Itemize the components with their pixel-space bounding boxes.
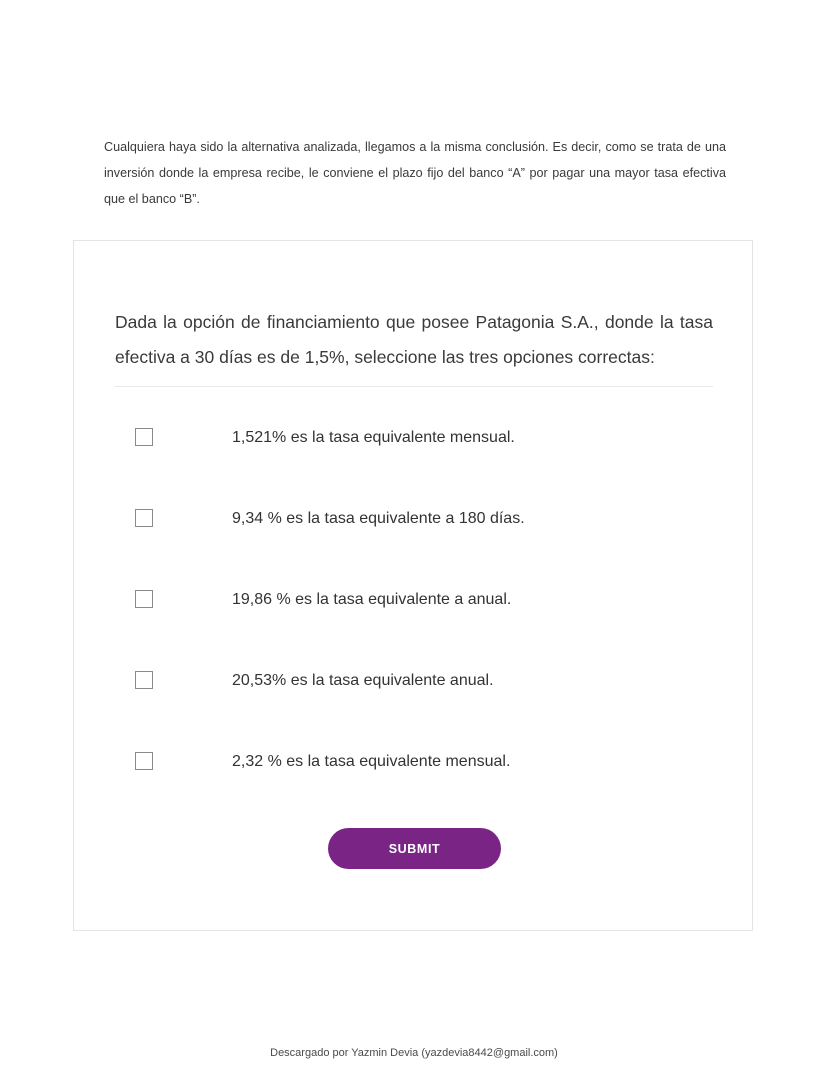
quiz-question: Dada la opción de financiamiento que posee Patagonia S.A., donde la tasa efectiva a 30 días es de 1,5%, seleccione las tres opciones correctas:	[115, 312, 713, 367]
option-5[interactable]	[135, 751, 695, 773]
checkbox[interactable]	[135, 509, 153, 527]
option-4[interactable]	[135, 670, 695, 692]
download-footer: Descargado por Yazmin Devia (yazdevia8442@gmail.com)	[270, 1047, 558, 1059]
checkbox[interactable]	[135, 428, 153, 446]
divider	[115, 386, 713, 387]
option-2[interactable]	[135, 508, 695, 530]
option-label: 9,34 % es la tasa equivalente a 180 días.	[232, 510, 525, 527]
checkbox[interactable]	[135, 590, 153, 608]
option-1[interactable]	[135, 427, 695, 449]
quiz-card	[73, 240, 753, 931]
checkbox[interactable]	[135, 671, 153, 689]
option-3[interactable]	[135, 589, 695, 611]
option-label: 20,53% es la tasa equivalente anual.	[232, 672, 494, 689]
option-label: 19,86 % es la tasa equivalente a anual.	[232, 591, 512, 608]
option-label: 1,521% es la tasa equivalente mensual.	[232, 429, 515, 446]
submit-button[interactable]: SUBMIT	[328, 828, 501, 869]
checkbox[interactable]	[135, 752, 153, 770]
intro-paragraph: Cualquiera haya sido la alternativa analizada, llegamos a la misma conclusión. Es decir, como se trata de una inversión donde la empresa recibe, le conviene el plazo fijo del banco “A” por pagar una mayor tasa efectiva que el banco “B”.	[104, 140, 726, 206]
option-label: 2,32 % es la tasa equivalente mensual.	[232, 753, 511, 770]
